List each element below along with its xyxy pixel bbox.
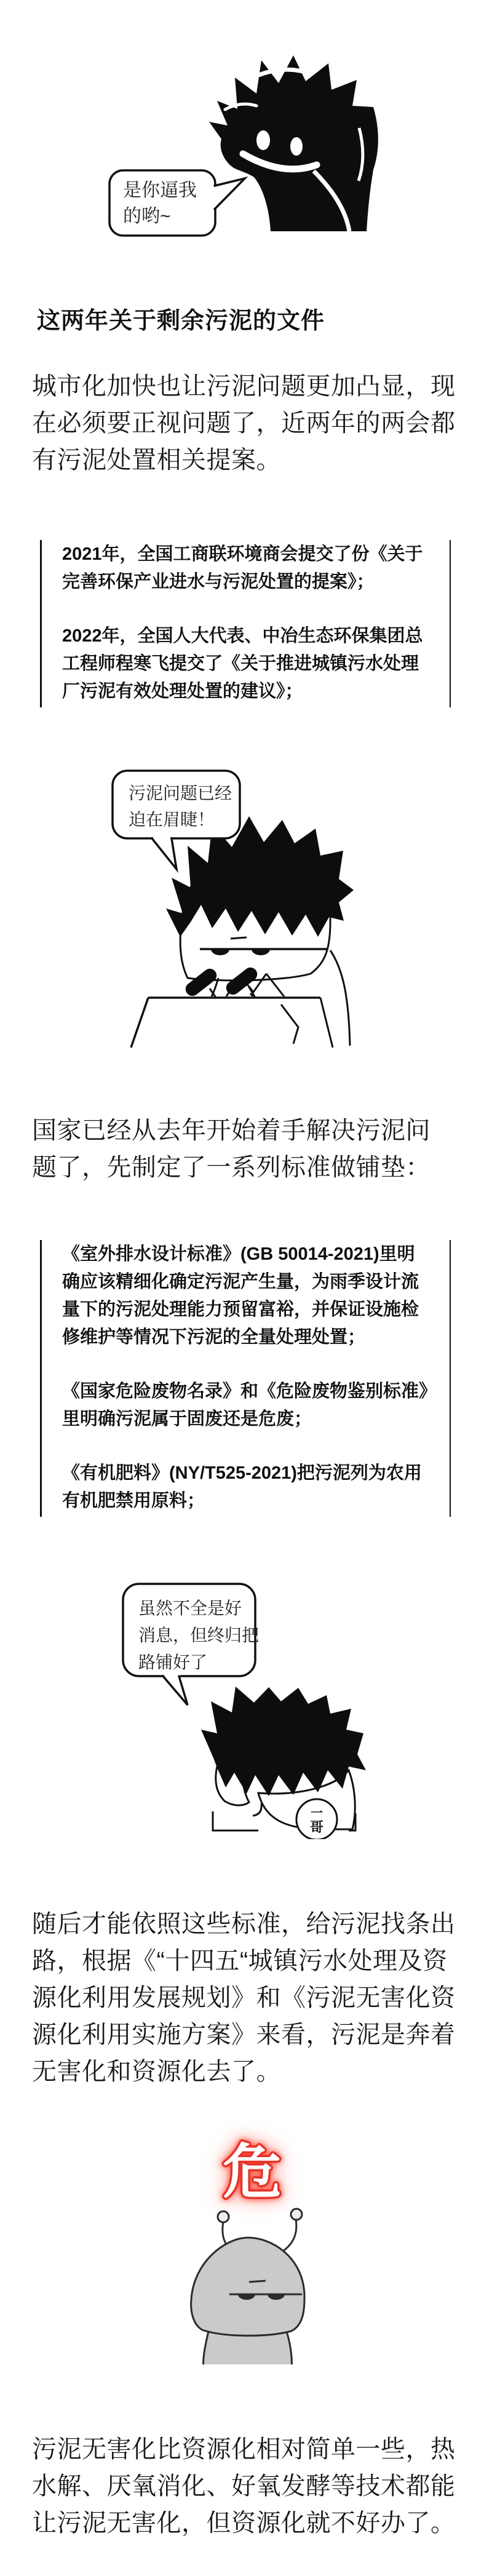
bowing-hair (201, 1687, 366, 1796)
left-eye (256, 130, 270, 150)
quote-item (62, 1378, 437, 1433)
paragraph-1-line: 城市化加快也让污泥问题更加凸显，现 (32, 373, 456, 400)
quote-line: 2022年，全国人大代表、中冶生态环保集团总 (62, 626, 423, 646)
paragraph-3-line: 随后才能依照这些标准，给污泥找条出 (32, 1910, 456, 1938)
antenna-right (281, 2219, 296, 2252)
danger-character: 危 (223, 2137, 282, 2206)
cartoon-bowing-character-scene (114, 1575, 366, 1839)
alien-brow-dash (249, 2281, 266, 2282)
suit-side-right (330, 950, 350, 1046)
paragraph-4-line: 让污泥无害化，但资源化就不好办了。 (32, 2510, 456, 2537)
paragraph-3-line: 路，根据《“十四五“城镇污水处理及资 (32, 1947, 448, 1974)
quote-line: 2021年，全国工商联环境商会提交了份《关于 (62, 544, 423, 564)
antenna-ball-left (218, 2211, 229, 2222)
paragraph-3-line: 无害化和资源化去了。 (32, 2058, 281, 2085)
hand-hook (253, 1803, 261, 1816)
quote-item (62, 1460, 437, 1515)
paragraph-1-line: 有污泥处置相关提案。 (32, 447, 281, 474)
silhouette-character (209, 55, 378, 231)
bubble3-line2: 消息，但终归把 (138, 1626, 260, 1645)
quote-block-proposals (40, 540, 451, 707)
quote-item (62, 622, 437, 706)
paragraph-1-line: 在必须要正视问题了，近两年的两会都 (32, 410, 456, 437)
quote-line: 有机肥禁用原料； (62, 1491, 205, 1511)
badge-char-1: 一 (311, 1805, 323, 1820)
alien-head (191, 2238, 304, 2335)
paragraph-3-line: 源化利用发展规划》和《污泥无害化资 (32, 1984, 456, 2011)
paragraph-4 (32, 2431, 462, 2542)
quote-line: 《国家危险废物名录》和《危险废物鉴别标准》 (62, 1381, 437, 1401)
right-eye (290, 137, 303, 156)
cartoon-podium-speaker-scene (108, 766, 378, 1049)
paragraph-2-line: 题了，先制定了一系列标准做铺垫： (32, 1154, 430, 1181)
paragraph-2-line: 国家已经从去年开始着手解决污泥问 (32, 1117, 430, 1144)
paragraph-1 (32, 368, 462, 479)
danger-glyph (207, 2129, 297, 2207)
desk-edge-left (213, 1811, 258, 1831)
quote-line: 修维护等情况下污泥的全量处理处置； (62, 1327, 366, 1347)
cartoon-silhouette-character-scene (105, 48, 387, 239)
quote-line: 里明确污泥属于固废还是危废； (62, 1409, 312, 1429)
page-title: 这两年关于剩余污泥的文件 (37, 308, 325, 334)
quote-line: 《室外排水设计标准》(GB 50014-2021)里明 (62, 1244, 415, 1264)
speech-bubble-3 (123, 1584, 259, 1705)
quote-line: 完善环保产业进水与污泥处置的提案》； (62, 572, 375, 592)
bubble3-line3: 路铺好了 (138, 1653, 208, 1672)
alien-creature (191, 2209, 304, 2364)
bubble2-line1: 污泥问题已经 (129, 784, 232, 803)
bubble1-line2: 的哟~ (123, 206, 171, 226)
bubble1-line1: 是你逼我 (123, 180, 197, 201)
bowing-character (201, 1687, 366, 1839)
quote-item (62, 1241, 437, 1351)
paragraph-4-line: 水解、厌氧消化、好氧发酵等技术都能 (32, 2473, 456, 2500)
bubble3-line1: 虽然不全是好 (138, 1599, 242, 1618)
quote-line: 《有机肥料》(NY/T525-2021)把污泥列为农用 (62, 1463, 422, 1483)
quote-block-standards (40, 1240, 451, 1517)
cartoon-alien-creature (175, 2207, 317, 2364)
quote-line: 工程师程寒飞提交了《关于推进城镇污水处理 (62, 654, 419, 674)
paragraph-4-line: 污泥无害化比资源化相对简单一些，热 (32, 2436, 456, 2463)
paragraph-2 (32, 1112, 462, 1186)
bubble2-line2: 迫在眉睫！ (129, 810, 215, 829)
quote-line: 量下的污泥处理能力预留富裕，并保证设施检 (62, 1300, 419, 1319)
badge-char-2: 哥 (309, 1819, 324, 1835)
paragraph-3-line: 源化利用实施方案》来看，污泥是奔着 (32, 2021, 456, 2048)
quote-line: 确应该精细化确定污泥产生量，为雨季设计流 (62, 1272, 419, 1292)
quote-item (62, 541, 437, 596)
paragraph-3 (32, 1906, 462, 2090)
quote-line: 厂污泥有效处理处置的建议》； (62, 682, 303, 701)
antenna-ball-right (291, 2209, 302, 2220)
speech-bubble-1 (109, 170, 245, 236)
brow-dash (231, 937, 247, 939)
podium-fill (129, 996, 327, 1049)
